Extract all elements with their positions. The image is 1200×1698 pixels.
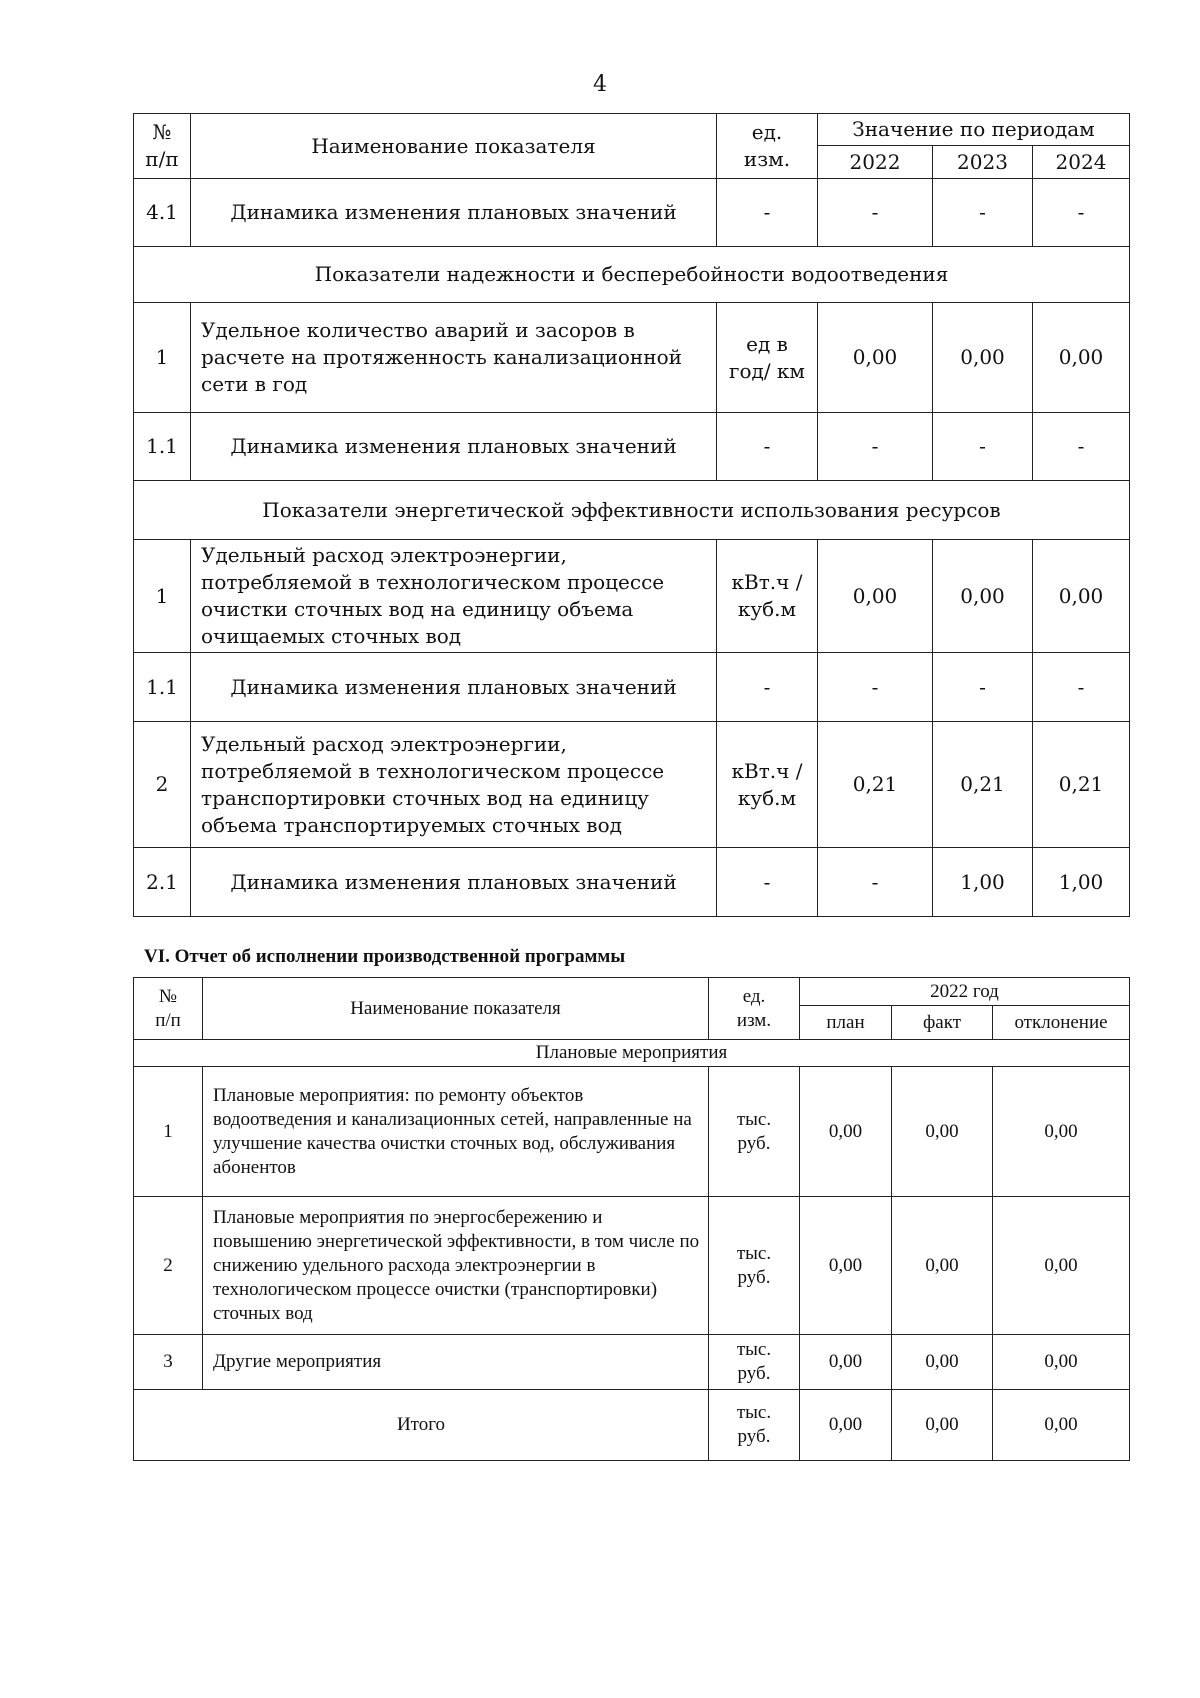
row-num: 4.1 <box>134 179 191 247</box>
total-label: Итого <box>134 1390 709 1461</box>
row-value: 0,21 <box>818 722 933 848</box>
row-unit: - <box>717 653 818 722</box>
header-deviation: отклонение <box>993 1006 1130 1040</box>
row-name: Удельный расход электроэнергии, потребляемой в технологическом процессе очистки сточных вод на единицу объема очищаемых сточных вод <box>191 540 717 653</box>
row-value: 0,00 <box>933 540 1033 653</box>
row-unit: - <box>717 848 818 917</box>
row-value: 0,00 <box>993 1390 1130 1461</box>
row-value: 0,00 <box>993 1197 1130 1335</box>
row-value: - <box>933 179 1033 247</box>
header-unit: ед. изм. <box>709 978 800 1040</box>
row-value: 0,00 <box>800 1197 892 1335</box>
row-name: Динамика изменения плановых значений <box>191 653 717 722</box>
row-value: 0,00 <box>800 1390 892 1461</box>
header-name: Наименование показателя <box>191 114 717 179</box>
page-number: 4 <box>593 72 607 97</box>
header-name: Наименование показателя <box>203 978 709 1040</box>
header-year: 2022 <box>818 146 933 179</box>
row-unit: тыс. руб. <box>709 1197 800 1335</box>
table-row <box>134 653 1130 722</box>
row-unit: - <box>717 413 818 481</box>
table-row <box>134 303 1130 413</box>
row-name: Другие мероприятия <box>203 1335 709 1390</box>
row-value: 0,00 <box>892 1335 993 1390</box>
header-num: № п/п <box>134 978 203 1040</box>
table-row <box>134 1197 1130 1335</box>
row-value: 1,00 <box>933 848 1033 917</box>
row-num: 1 <box>134 1067 203 1197</box>
table-row <box>134 413 1130 481</box>
row-value: - <box>933 413 1033 481</box>
row-num: 2 <box>134 1197 203 1335</box>
row-value: 0,00 <box>1033 540 1130 653</box>
header-fact: факт <box>892 1006 993 1040</box>
row-num: 1 <box>134 303 191 413</box>
row-unit: тыс. руб. <box>709 1067 800 1197</box>
row-value: 0,00 <box>818 303 933 413</box>
header-year: 2024 <box>1033 146 1130 179</box>
row-num: 1.1 <box>134 413 191 481</box>
row-value: 0,00 <box>993 1335 1130 1390</box>
row-name: Динамика изменения плановых значений <box>191 179 717 247</box>
row-value: - <box>1033 179 1130 247</box>
row-num: 1 <box>134 540 191 653</box>
row-value: 0,00 <box>933 303 1033 413</box>
row-unit: тыс. руб. <box>709 1390 800 1461</box>
row-name: Динамика изменения плановых значений <box>191 848 717 917</box>
header-num: № п/п <box>134 114 191 179</box>
header-periods: Значение по периодам <box>818 114 1130 146</box>
row-value: - <box>1033 413 1130 481</box>
section-heading: Показатели надежности и бесперебойности водоотведения <box>134 247 1130 303</box>
row-value: 0,21 <box>1033 722 1130 848</box>
row-value: 0,00 <box>892 1390 993 1461</box>
row-num: 3 <box>134 1335 203 1390</box>
row-value: 0,00 <box>818 540 933 653</box>
table-row <box>134 540 1130 653</box>
section-row <box>134 481 1130 540</box>
row-value: - <box>818 653 933 722</box>
section-heading: Плановые мероприятия <box>134 1040 1130 1067</box>
row-value: - <box>933 653 1033 722</box>
row-unit: кВт.ч / куб.м <box>717 722 818 848</box>
row-num: 2.1 <box>134 848 191 917</box>
row-unit: тыс. руб. <box>709 1335 800 1390</box>
row-unit: ед в год/ км <box>717 303 818 413</box>
table-row <box>134 722 1130 848</box>
section-heading: Показатели энергетической эффективности использования ресурсов <box>134 481 1130 540</box>
section-vi-title: VI. Отчет об исполнении производственной программы <box>144 946 626 967</box>
row-unit: кВт.ч / куб.м <box>717 540 818 653</box>
header-unit: ед. изм. <box>717 114 818 179</box>
row-name: Динамика изменения плановых значений <box>191 413 717 481</box>
row-name: Удельное количество аварий и засоров в расчете на протяженность канализационной сети в год <box>191 303 717 413</box>
row-name: Удельный расход электроэнергии, потребляемой в технологическом процессе транспортировки сточных вод на единицу объема транспортируемых сточных вод <box>191 722 717 848</box>
row-value: 1,00 <box>1033 848 1130 917</box>
row-value: - <box>818 848 933 917</box>
table-row <box>134 848 1130 917</box>
table-row <box>134 179 1130 247</box>
row-unit: - <box>717 179 818 247</box>
row-value: 0,00 <box>892 1067 993 1197</box>
header-plan: план <box>800 1006 892 1040</box>
header-year: 2023 <box>933 146 1033 179</box>
row-num: 2 <box>134 722 191 848</box>
row-value: - <box>818 413 933 481</box>
section-row <box>134 1040 1130 1067</box>
row-name: Плановые мероприятия по энергосбережению и повышению энергетической эффективности, в том числе по снижению удельного расхода электроэнергии в технологическом процессе очистки (транспортировки) сточных вод <box>203 1197 709 1335</box>
row-value: - <box>818 179 933 247</box>
row-name: Плановые мероприятия: по ремонту объектов водоотведения и канализационных сетей, направленные на улучшение качества очистки сточных вод, обслуживания абонентов <box>203 1067 709 1197</box>
row-value: - <box>1033 653 1130 722</box>
row-value: 0,00 <box>1033 303 1130 413</box>
section-row <box>134 247 1130 303</box>
indicators-table <box>133 113 1130 917</box>
header-year: 2022 год <box>800 978 1130 1006</box>
row-num: 1.1 <box>134 653 191 722</box>
row-value: 0,00 <box>800 1067 892 1197</box>
row-value: 0,00 <box>993 1067 1130 1197</box>
row-value: 0,00 <box>892 1197 993 1335</box>
table-row <box>134 1335 1130 1390</box>
row-value: 0,00 <box>800 1335 892 1390</box>
total-row <box>134 1390 1130 1461</box>
program-report-table <box>133 977 1130 1461</box>
table-row <box>134 1067 1130 1197</box>
row-value: 0,21 <box>933 722 1033 848</box>
